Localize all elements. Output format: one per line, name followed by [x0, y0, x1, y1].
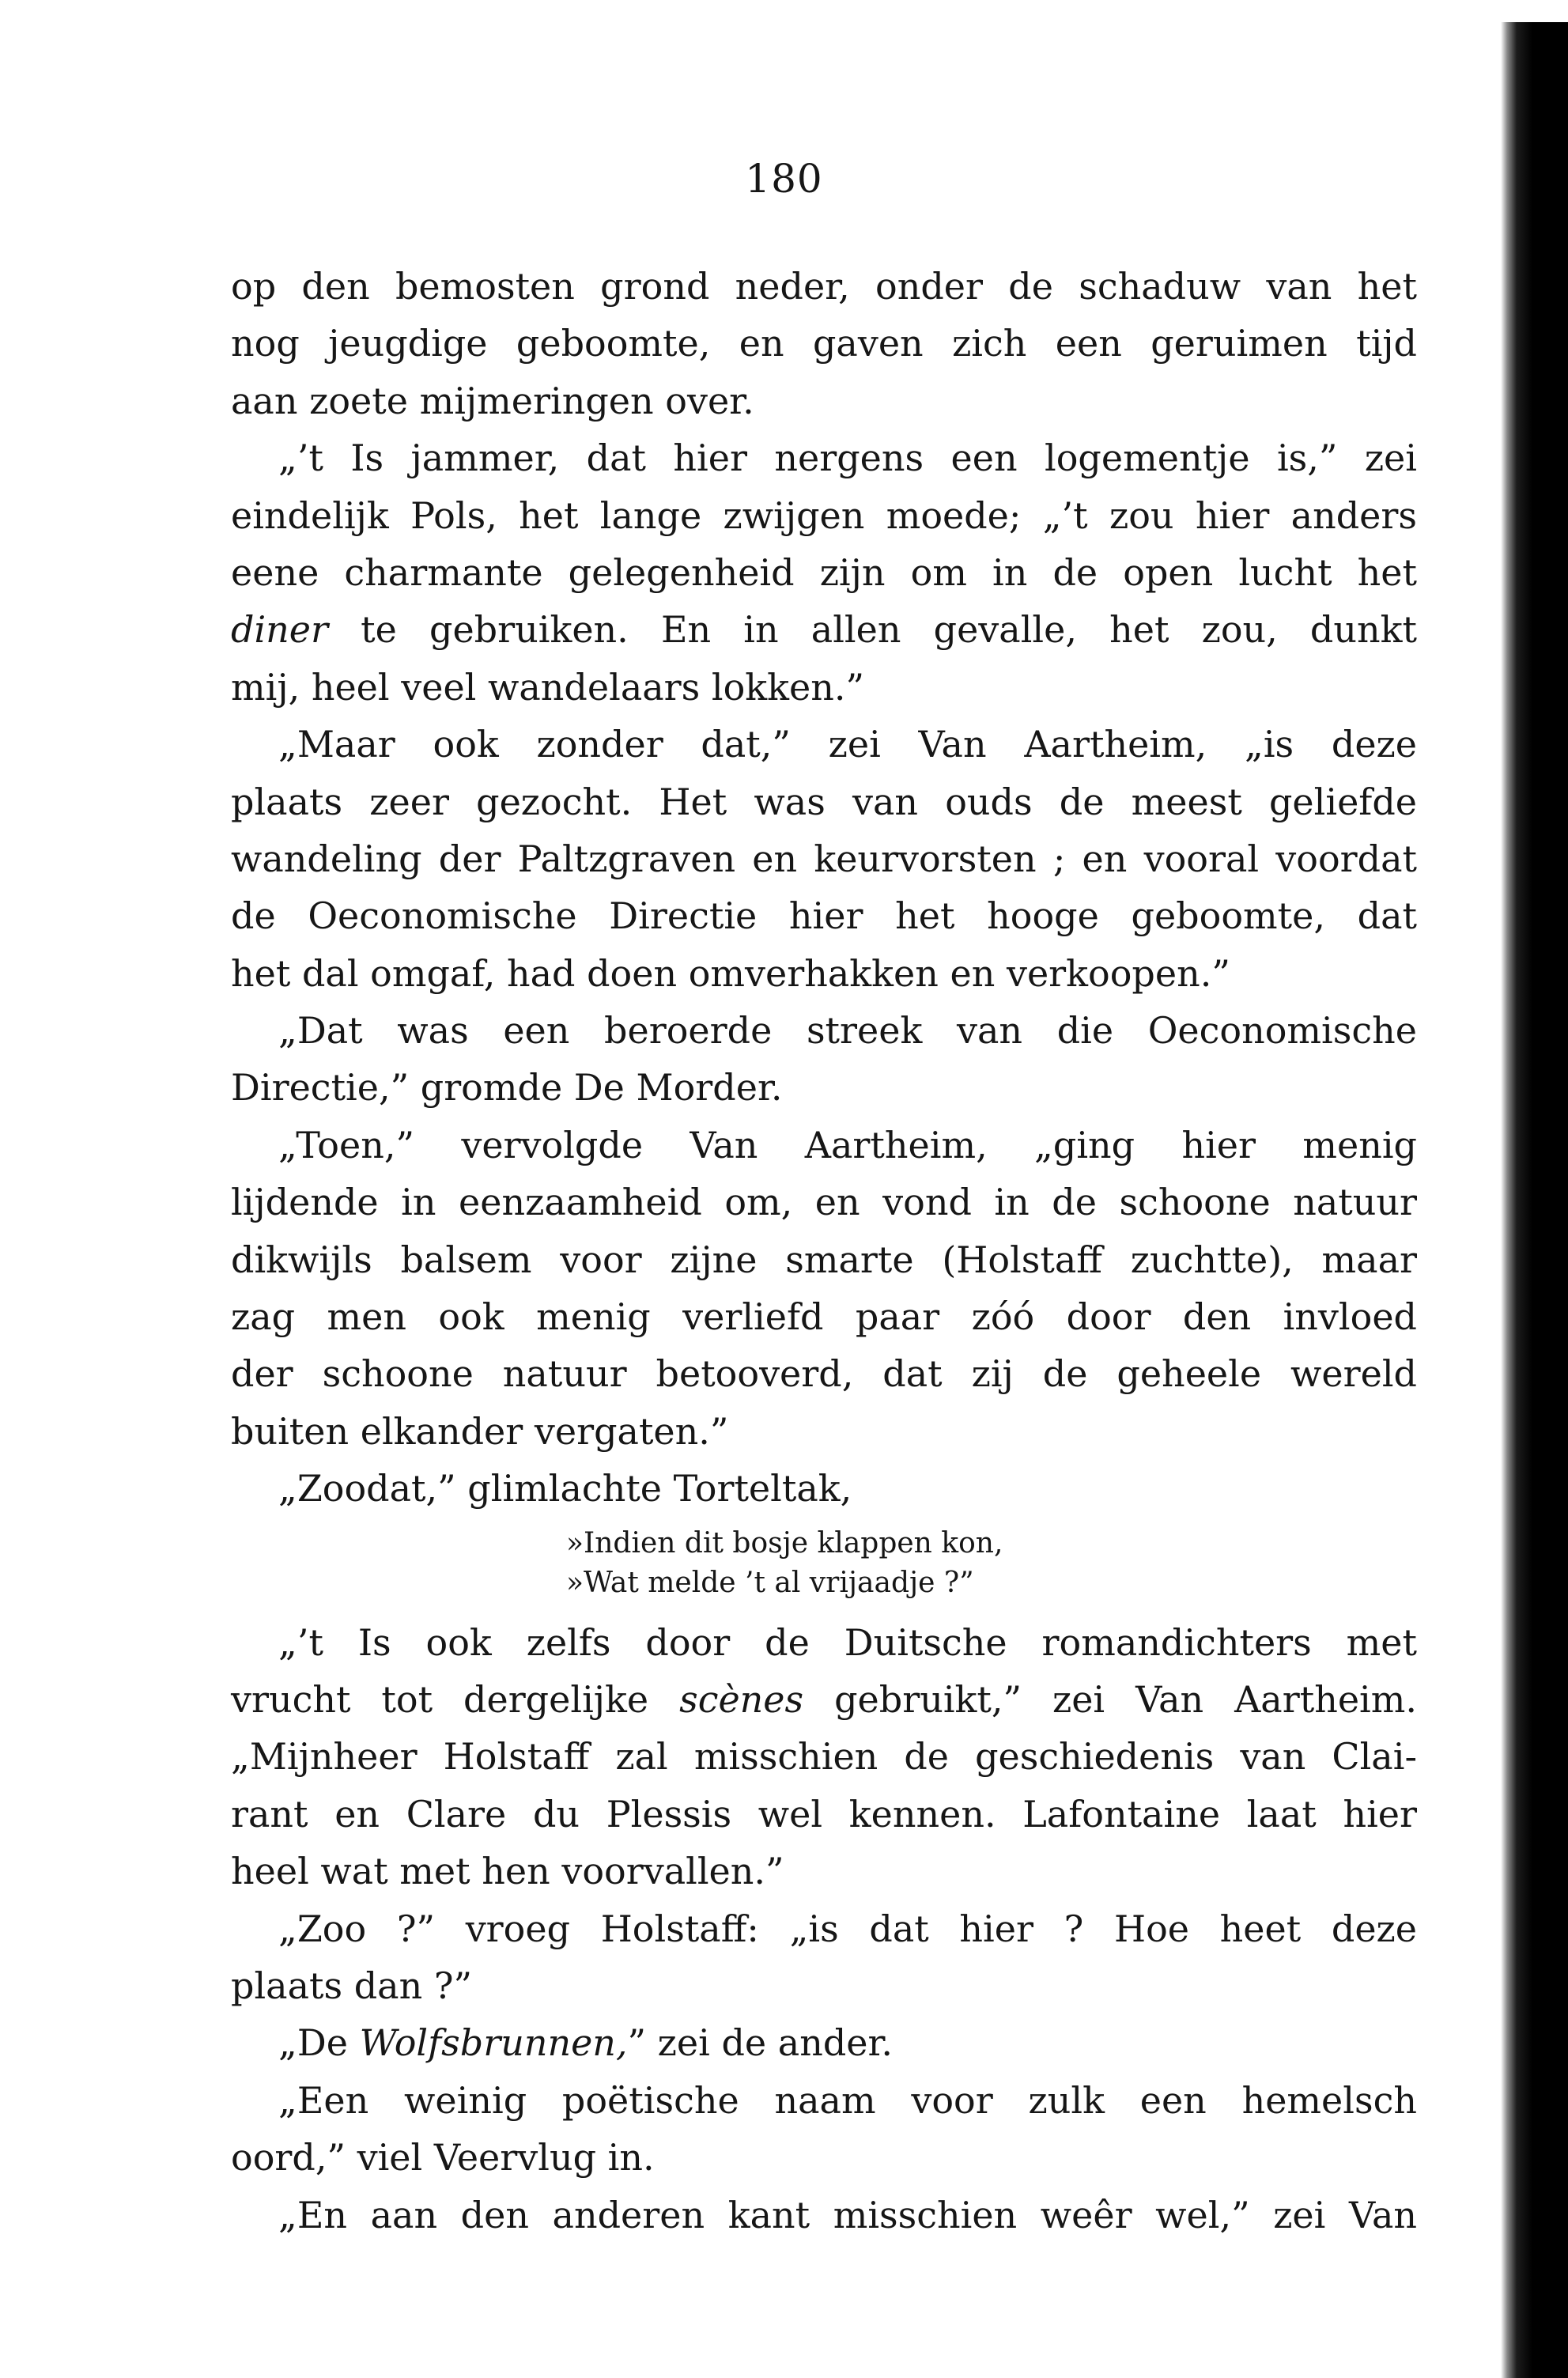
text-line: diner te gebruiken. En in allen gevalle, het zou, dunkt	[231, 608, 1417, 652]
text-line: „Een weinig poëtische naam voor zulk een hemelsch	[278, 2078, 1417, 2122]
text-line: eene charmante gelegenheid zijn om in de open lucht het	[231, 550, 1417, 594]
text-line: de Oeconomische Directie hier het hooge geboomte, dat	[231, 894, 1417, 938]
text-line: „Toen,” vervolgde Van Aartheim, „ging hier menig	[278, 1123, 1417, 1166]
text-line: „Zoodat,” glimlachte Torteltak,	[278, 1467, 852, 1510]
verse-line: »Wat melde ’t al vrijaadje ?”	[566, 1566, 974, 1599]
text-line: wandeling der Paltzgraven en keurvorsten ; en vooral voordat	[231, 837, 1417, 880]
text-line: nog jeugdige geboomte, en gaven zich een geruimen tijd	[231, 322, 1417, 365]
text-line: „’t Is ook zelfs door de Duitsche romandichters met	[278, 1620, 1417, 1664]
text-line: zag men ook menig verliefd paar zóó door den invloed	[231, 1295, 1417, 1339]
text-line: dikwijls balsem voor zijne smarte (Holstaff zuchtte), maar	[231, 1238, 1417, 1281]
italic-word: diner	[231, 608, 328, 652]
italic-word: scènes	[679, 1677, 804, 1721]
italic-word: Wolfsbrunnen,	[359, 2021, 628, 2065]
text-line: „Mijnheer Holstaff zal misschien de geschiedenis van Clai-	[231, 1735, 1417, 1779]
text-line: „Dat was een beroerde streek van die Oeconomische	[278, 1009, 1417, 1053]
text-line: „En aan den anderen kant misschien weêr wel,” zei Van	[278, 2193, 1417, 2236]
text-line: „Maar ook zonder dat,” zei Van Aartheim, „is deze	[278, 723, 1417, 766]
text-line: Directie,” gromde De Morder.	[231, 1066, 783, 1110]
text-line: vrucht tot dergelijke scènes gebruikt,” zei Van Aartheim.	[231, 1677, 1417, 1721]
text-line: mij, heel veel wandelaars lokken.”	[231, 665, 865, 709]
page-number: 180	[745, 156, 823, 202]
text-line: lijdende in eenzaamheid om, en vond in de schoone natuur	[231, 1181, 1417, 1224]
text-line: op den bemosten grond neder, onder de schaduw van het	[231, 265, 1417, 308]
text-line: eindelijk Pols, het lange zwijgen moede; „’t zou hier anders	[231, 493, 1417, 537]
verse-line: »Indien dit bosje klappen kon,	[566, 1526, 1003, 1559]
text-line: heel wat met hen voorvallen.”	[231, 1850, 784, 1893]
scan-edge	[1501, 22, 1568, 2378]
text-line: „’t Is jammer, dat hier nergens een logementje is,” zei	[278, 437, 1417, 480]
text-line: „Zoo ?” vroeg Holstaff: „is dat hier ? Hoe heet deze	[278, 1907, 1417, 1950]
text-block	[231, 258, 1417, 2244]
text-line: plaats zeer gezocht. Het was van ouds de meest geliefde	[231, 780, 1417, 823]
text-line: „De Wolfsbrunnen,” zei de ander.	[278, 2021, 894, 2065]
text-line: der schoone natuur betooverd, dat zij de geheele wereld	[231, 1352, 1417, 1396]
text-line: oord,” viel Veervlug in.	[231, 2136, 655, 2180]
text-line: het dal omgaf, had doen omverhakken en verkoopen.”	[231, 951, 1230, 995]
text-line: rant en Clare du Plessis wel kennen. Lafontaine laat hier	[231, 1792, 1417, 1835]
text-line: buiten elkander vergaten.”	[231, 1409, 729, 1453]
text-line: plaats dan ?”	[231, 1964, 473, 2007]
text-line: aan zoete mijmeringen over.	[231, 379, 754, 422]
